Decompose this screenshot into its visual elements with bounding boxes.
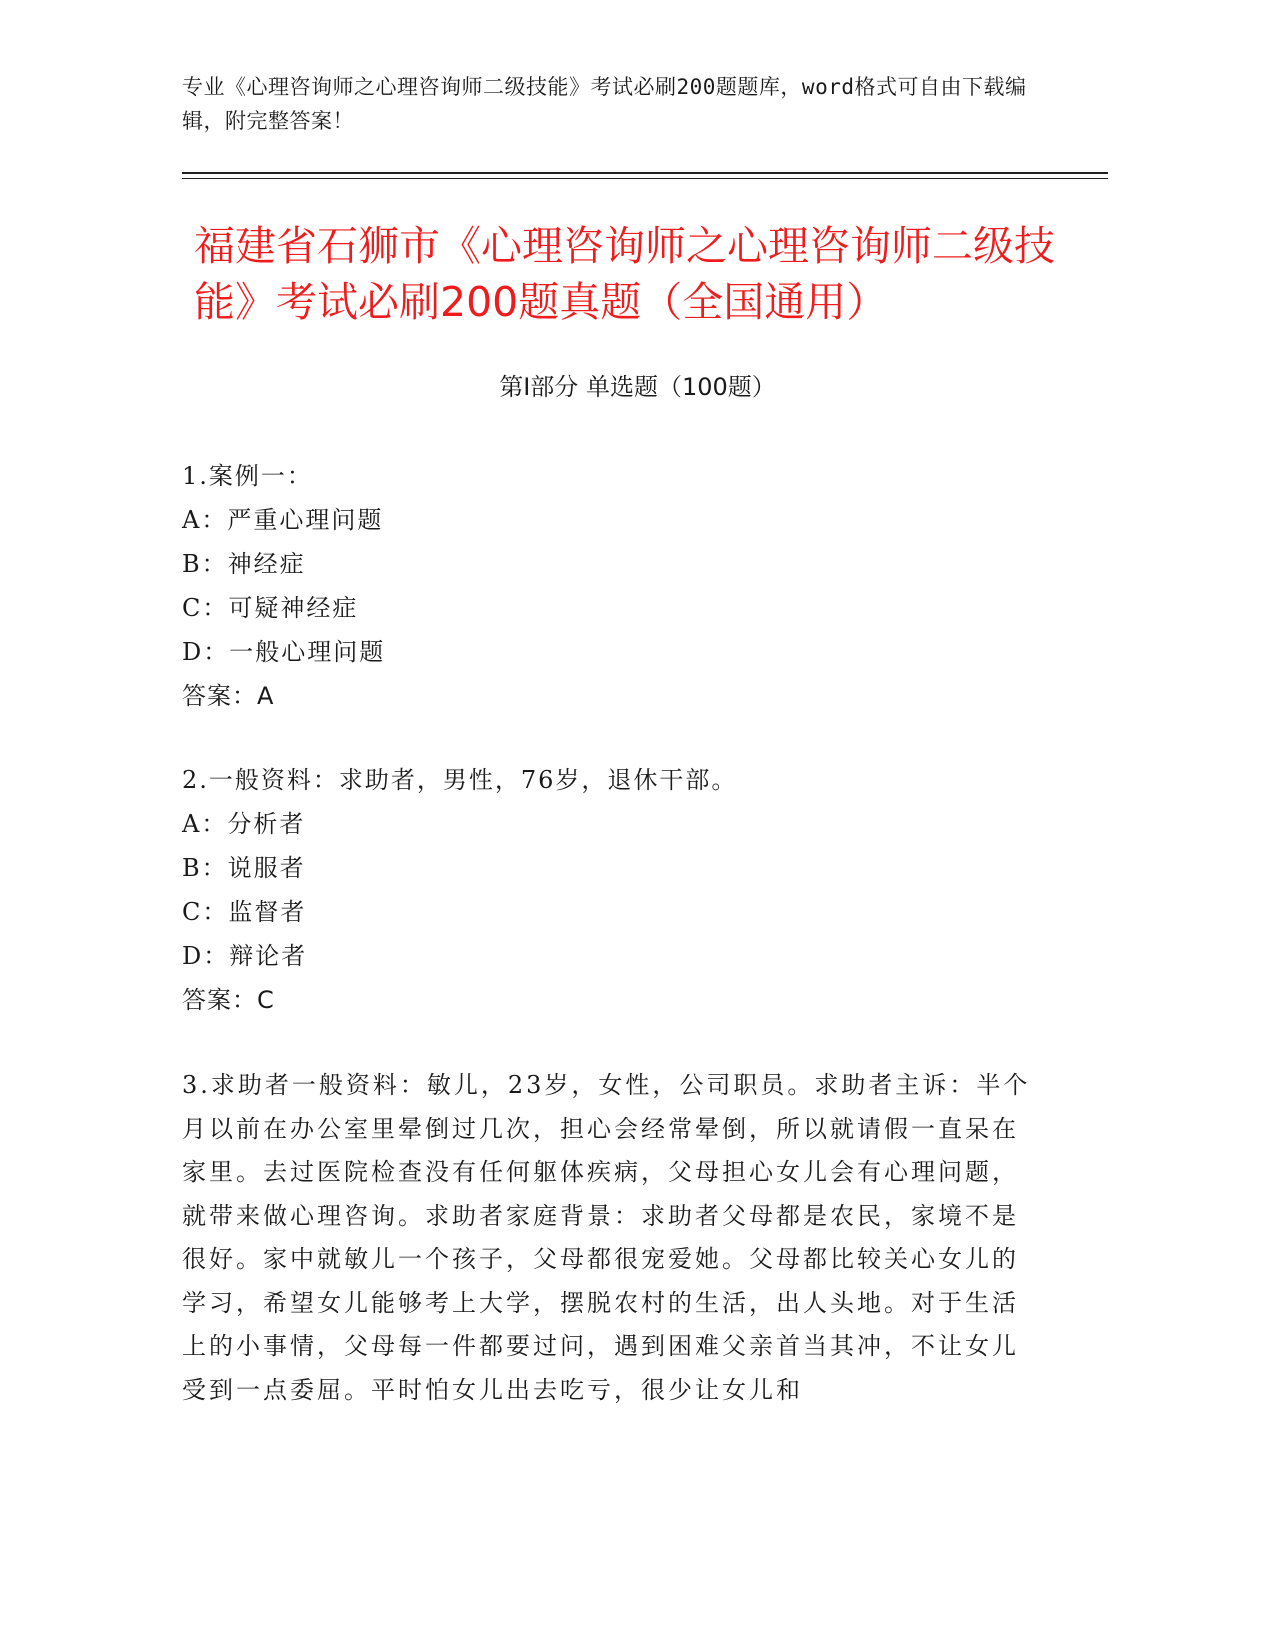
question-2	[182, 758, 1042, 1022]
option-d: D：一般心理问题	[182, 638, 386, 666]
question-stem: 2.一般资料：求助者，男性，76岁，退休干部。	[182, 766, 738, 794]
header-note: 专业《心理咨询师之心理咨询师二级技能》考试必刷200题题库，word格式可自由下载编辑，附完整答案！	[182, 75, 1027, 133]
question-stem: 3.求助者一般资料：敏儿，23岁，女性，公司职员。求助者主诉：半个月以前在办公室里晕倒过几次，担心会经常晕倒，所以就请假一直呆在家里。去过医院检查没有任何躯体疾病，父母担心女儿会有心理问题，就带来做心理咨询。求助者家庭背景：求助者父母都是农民，家境不是很好。家中就敏儿一个孩子，父母都很宠爱她。父母都比较关心女儿的学习，希望女儿能够考上大学，摆脱农村的生活，出人头地。对于生活上的小事情，父母每一件都要过问，遇到困难父亲首当其冲，不让女儿受到一点委屈。平时怕女儿出去吃亏，很少让女儿和	[182, 1071, 1031, 1404]
section-heading: 第Ⅰ部分 单选题（100题）	[499, 373, 776, 401]
question-stem: 1.案例一：	[182, 462, 313, 490]
option-d: D：辩论者	[182, 942, 308, 970]
question-3	[182, 1064, 1042, 1412]
option-a: A：严重心理问题	[182, 506, 384, 534]
option-b: B：神经症	[182, 550, 306, 578]
option-c: C：可疑神经症	[182, 594, 359, 622]
question-1	[182, 454, 1042, 718]
document-title: 福建省石狮市《心理咨询师之心理咨询师二级技能》考试必刷200题真题（全国通用）	[194, 222, 1055, 326]
header-rule-thick	[182, 172, 1108, 174]
option-a: A：分析者	[182, 810, 306, 838]
answer: 答案：C	[182, 986, 275, 1014]
header-rule-thin	[182, 178, 1108, 179]
option-c: C：监督者	[182, 898, 307, 926]
answer: 答案：A	[182, 682, 275, 710]
option-b: B：说服者	[182, 854, 306, 882]
